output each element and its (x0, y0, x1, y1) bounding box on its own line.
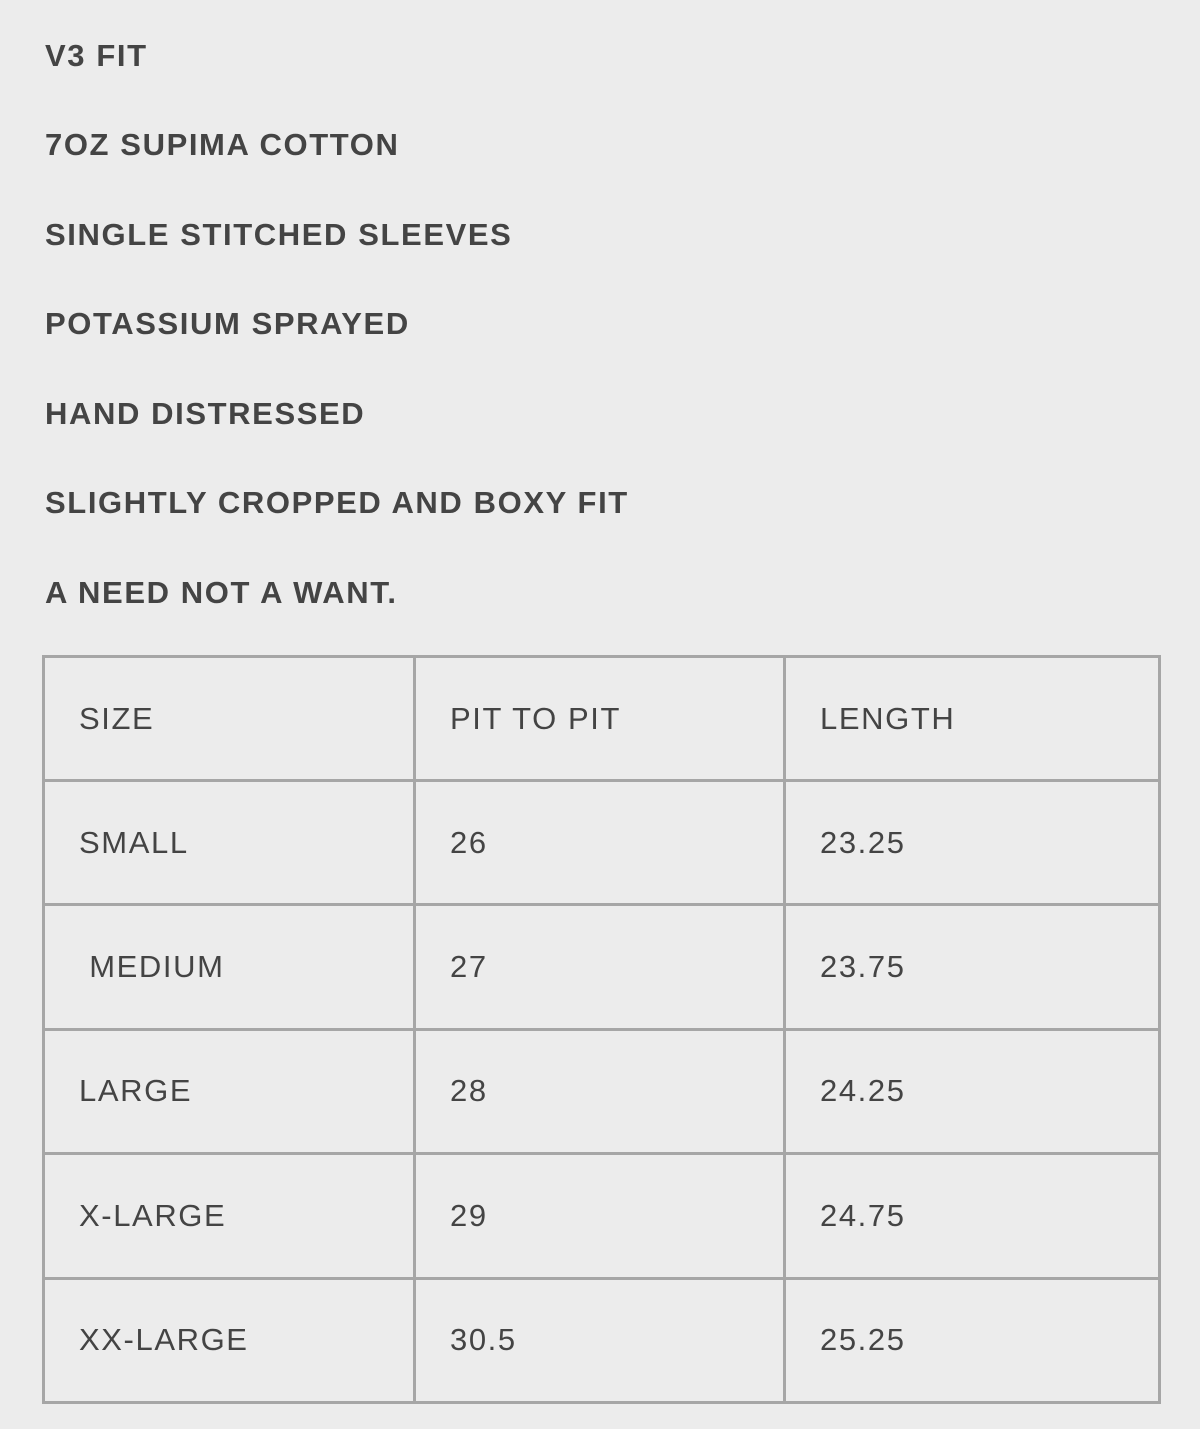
cell-pit-to-pit: 30.5 (415, 1278, 785, 1402)
cell-pit-to-pit: 27 (415, 905, 785, 1029)
cell-length: 23.75 (785, 905, 1160, 1029)
cell-size: SMALL (44, 781, 415, 905)
cell-size: X-LARGE (44, 1154, 415, 1278)
table-row (44, 905, 1160, 1029)
cell-size: LARGE (44, 1029, 415, 1153)
table-row (44, 781, 1160, 905)
header-size: SIZE (44, 657, 415, 781)
table-row (44, 1278, 1160, 1402)
feature-treatment: POTASSIUM SPRAYED (45, 306, 410, 341)
table-row (44, 1029, 1160, 1153)
header-pit-to-pit: PIT TO PIT (415, 657, 785, 781)
size-chart-table (42, 655, 1161, 1404)
feature-fabric: 7OZ SUPIMA COTTON (45, 127, 400, 162)
header-length: LENGTH (785, 657, 1160, 781)
cell-length: 24.75 (785, 1154, 1160, 1278)
feature-cut: SLIGHTLY CROPPED AND BOXY FIT (45, 485, 629, 520)
feature-fit: V3 FIT (45, 38, 148, 73)
cell-pit-to-pit: 28 (415, 1029, 785, 1153)
table-row (44, 1154, 1160, 1278)
cell-length: 25.25 (785, 1278, 1160, 1402)
feature-sleeves: SINGLE STITCHED SLEEVES (45, 217, 513, 252)
feature-distressing: HAND DISTRESSED (45, 396, 366, 431)
cell-pit-to-pit: 26 (415, 781, 785, 905)
cell-size: XX-LARGE (44, 1278, 415, 1402)
cell-length: 23.25 (785, 781, 1160, 905)
cell-size: MEDIUM (44, 905, 415, 1029)
table-header-row (44, 657, 1160, 781)
cell-pit-to-pit: 29 (415, 1154, 785, 1278)
cell-length: 24.25 (785, 1029, 1160, 1153)
feature-tagline: A NEED NOT A WANT. (45, 575, 398, 610)
